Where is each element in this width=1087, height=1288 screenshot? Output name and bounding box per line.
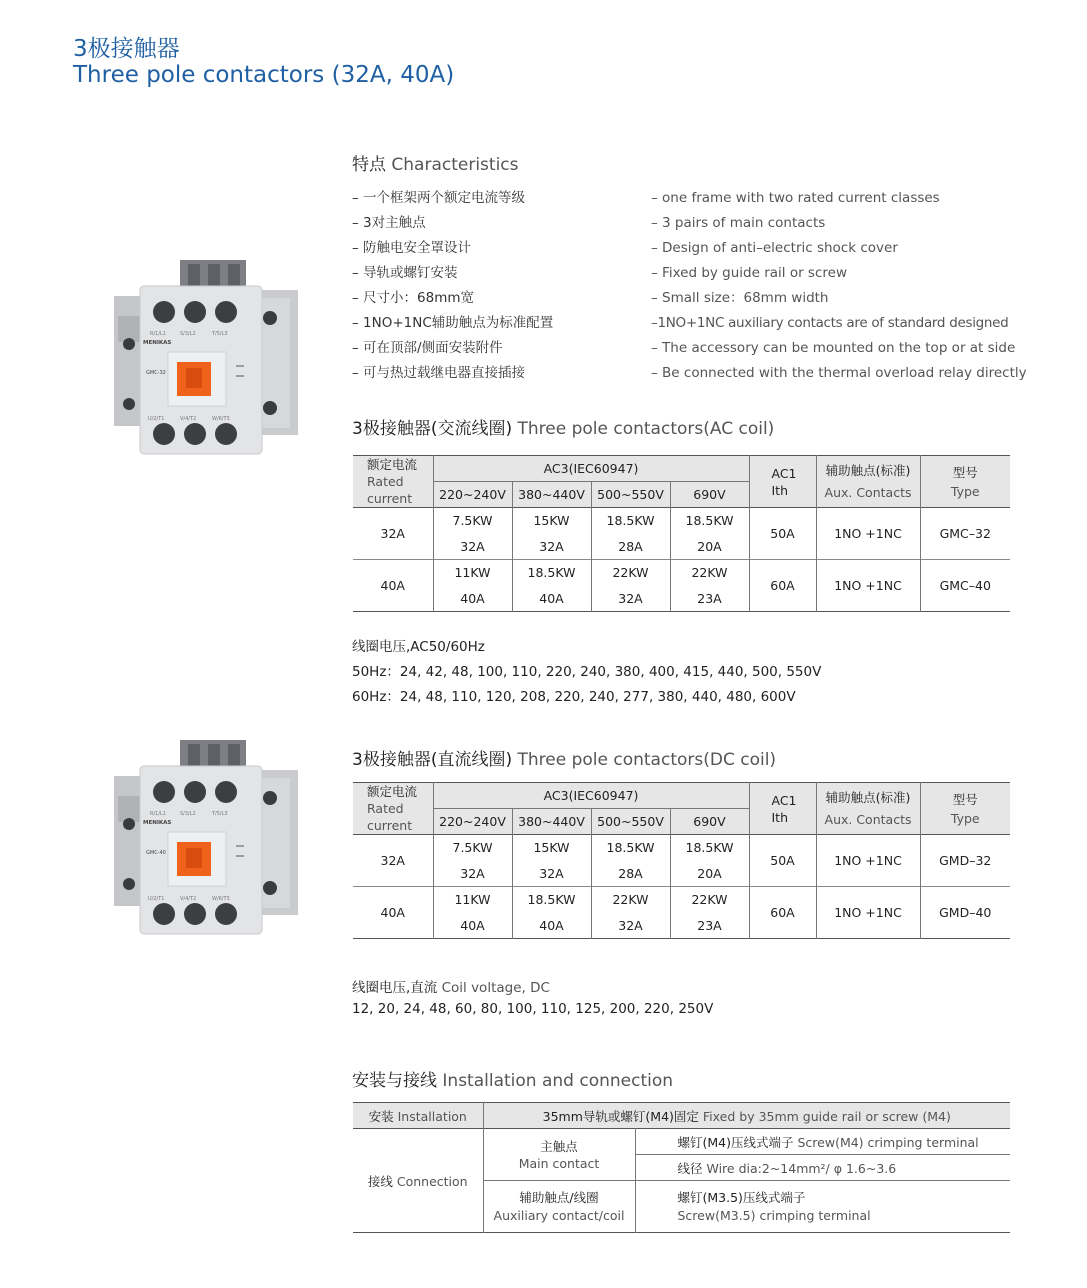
table-row [353,560,1010,586]
ac1-cell: 60A [749,560,816,612]
amp-cell: 32A [512,534,591,560]
terminal-label: S/3/L2 [180,811,196,817]
header-en: Rated [367,474,404,489]
list-item: – 可在顶部/侧面安装附件 [352,340,503,356]
rated-cell: 40A [353,560,433,612]
aux-header [816,456,920,508]
install-section-heading [352,1066,673,1091]
header-en: Aux. Contacts [824,811,912,827]
dc-coil-title [352,976,550,996]
header-cn: 型号 [952,791,978,807]
header-cn: 辅助触点(标准) [825,462,911,478]
install-label: 安装 Installation [353,1103,483,1129]
voltage-header: 690V [670,809,749,835]
header-en: Ith [771,809,789,825]
dc-coil-title-en: Coil voltage, DC [441,980,550,996]
header-en: Aux. Contacts [824,484,912,500]
characteristics-list-cn [352,186,553,386]
list-item: – Design of anti–electric shock cover [651,240,898,256]
amp-cell: 40A [512,913,591,939]
voltage-header: 380~440V [512,809,591,835]
amp-cell: 40A [512,586,591,612]
install-value: 35mm导轨或螺钉(M4)固定 Fixed by 35mm guide rail or screw (M4) [483,1103,1010,1129]
header-cn: 型号 [952,464,978,480]
header-en: Type [950,810,980,826]
aux-cell: 1NO +1NC [816,508,920,560]
kw-cell: 11KW [433,887,512,913]
terminal-label: T/5/L3 [212,811,228,817]
ac-section-heading [352,414,774,439]
main-contact-label: 主触点 Main contact [483,1129,635,1181]
header-en: current [367,818,413,833]
kw-cell: 22KW [591,887,670,913]
kw-cell: 18.5KW [512,560,591,586]
ac1-cell: 60A [749,887,816,939]
rated-current-header [353,783,433,835]
header-cn: 额定电流 [367,457,418,472]
dc-spec-table [353,782,1010,939]
kw-cell: 22KW [670,887,749,913]
ac1-header [749,783,816,835]
ac1-cell: 50A [749,508,816,560]
voltage-header: 220~240V [433,809,512,835]
ac-spec-table [353,455,1010,612]
amp-cell: 32A [433,861,512,887]
aux-header [816,783,920,835]
amp-cell: 23A [670,586,749,612]
terminal-label: W/6/T3 [212,896,230,902]
type-cell: GMC–40 [939,578,991,593]
rated-cell: 32A [353,835,433,887]
brand-label: MENIKAS [143,340,172,346]
amp-cell: 32A [512,861,591,887]
rated-cell: 40A [353,887,433,939]
header-cn: 额定电流 [367,784,418,799]
list-item: – one frame with two rated current classes [651,190,940,206]
list-item: – Fixed by guide rail or screw [651,265,847,281]
ac-section-heading-cn: 3极接触器(交流线圈) [352,419,513,439]
page-title-cn: 3极接触器 [73,36,180,62]
kw-cell: 22KW [591,560,670,586]
model-label: GMC-32 [146,370,166,376]
contactor-ac-image [110,258,300,458]
list-item: – 3 pairs of main contacts [651,215,826,231]
voltage-header: 500~550V [591,482,670,508]
aux-contact-terminal: 螺钉(M3.5)压线式端子 Screw(M3.5) crimping terminal [677,1189,871,1223]
model-label: GMC-40 [146,850,166,856]
amp-cell: 40A [433,586,512,612]
amp-cell: 20A [670,534,749,560]
amp-cell: 28A [591,861,670,887]
dc-section-heading-cn: 3极接触器(直流线圈) [352,750,513,770]
voltage-header: 690V [670,482,749,508]
voltage-header: 500~550V [591,809,670,835]
connection-label: 接线 Connection [353,1129,483,1233]
rated-current-header [353,456,433,508]
ac-coil-title: 线圈电压,AC50/60Hz [352,639,485,655]
install-table [353,1102,1010,1233]
aux-cell: 1NO +1NC [816,835,920,887]
terminal-label: W/6/T3 [212,416,230,422]
list-item: – 一个框架两个额定电流等级 [352,190,526,206]
list-item: – The accessory can be mounted on the top or at side [651,340,1016,356]
kw-cell: 22KW [670,560,749,586]
contactor-dc-image [110,738,300,938]
type-cell: GMD–32 [939,853,992,868]
terminal-label: U/2/T1 [148,416,165,422]
kw-cell: 18.5KW [670,508,749,534]
header-en: Rated [367,801,404,816]
terminal-label: R/1/L1 [150,331,166,337]
aux-cell: 1NO +1NC [816,887,920,939]
amp-cell: 40A [433,913,512,939]
amp-cell: 32A [433,534,512,560]
rated-cell: 32A [353,508,433,560]
terminal-label: V/4/T2 [180,896,197,902]
kw-cell: 15KW [512,835,591,861]
terminal-label: V/4/T2 [180,416,197,422]
table-row [353,835,1010,861]
characteristics-heading-cn: 特点 [352,155,386,175]
dc-coil-title-cn: 线圈电压,直流 [352,980,438,996]
header-en: Ith [771,482,789,498]
voltage-header: 220~240V [433,482,512,508]
kw-cell: 7.5KW [433,508,512,534]
list-item: – 可与热过载继电器直接插接 [352,365,526,381]
characteristics-heading [352,150,519,175]
characteristics-heading-en: Characteristics [391,155,519,175]
kw-cell: 18.5KW [670,835,749,861]
list-item: – 3对主触点 [352,215,426,231]
amp-cell: 20A [670,861,749,887]
table-row [353,508,1010,534]
kw-cell: 7.5KW [433,835,512,861]
amp-cell: 32A [591,586,670,612]
amp-cell: 23A [670,913,749,939]
list-item: – Small size：68mm width [651,290,829,306]
ac-coil-50hz: 50Hz：24, 42, 48, 100, 110, 220, 240, 380, 400, 415, 440, 500, 550V [352,664,822,680]
amp-cell: 32A [591,913,670,939]
install-section-heading-cn: 安装与接线 [352,1071,437,1091]
type-header [920,783,1010,835]
ac3-header: AC3(IEC60947) [433,783,749,809]
dc-section-heading [352,745,776,770]
ac-section-heading-en: Three pole contactors(AC coil) [517,419,775,439]
page-title-en: Three pole contactors (32A, 40A) [73,62,455,88]
list-item: – 防触电安全罩设计 [352,240,472,256]
type-cell: GMD–40 [939,905,992,920]
header-en: current [367,491,413,506]
table-row [353,887,1010,913]
aux-cell: 1NO +1NC [816,560,920,612]
dc-coil-values: 12, 20, 24, 48, 60, 80, 100, 110, 125, 200, 220, 250V [352,1001,714,1017]
kw-cell: 15KW [512,508,591,534]
install-section-heading-en: Installation and connection [442,1071,674,1091]
kw-cell: 11KW [433,560,512,586]
ac1-cell: 50A [749,835,816,887]
amp-cell: 28A [591,534,670,560]
header-cn: AC1 [771,465,797,481]
kw-cell: 18.5KW [591,835,670,861]
ac-coil-60hz: 60Hz：24, 48, 110, 120, 208, 220, 240, 277, 380, 440, 480, 600V [352,689,796,705]
terminal-label: T/5/L3 [212,331,228,337]
kw-cell: 18.5KW [591,508,670,534]
ac1-header [749,456,816,508]
main-contact-terminal: 螺钉(M4)压线式端子 Screw(M4) crimping terminal [635,1129,1010,1155]
header-cn: AC1 [771,792,797,808]
voltage-header: 380~440V [512,482,591,508]
kw-cell: 18.5KW [512,887,591,913]
list-item: – 导轨或螺钉安装 [352,265,458,281]
terminal-label: S/3/L2 [180,331,196,337]
terminal-label: U/2/T1 [148,896,165,902]
brand-label: MENIKAS [143,820,172,826]
characteristics-list-en [651,186,1071,386]
list-item: – 尺寸小：68mm宽 [352,290,475,306]
type-header [920,456,1010,508]
list-item: – 1NO+1NC辅助触点为标准配置 [352,315,554,331]
main-contact-wire: 线径 Wire dia:2~14mm²/ φ 1.6~3.6 [677,1160,897,1176]
aux-contact-label: 辅助触点/线圈 Auxiliary contact/coil [483,1181,635,1233]
dc-section-heading-en: Three pole contactors(DC coil) [517,750,777,770]
header-cn: 辅助触点(标准) [825,789,911,805]
ac3-header: AC3(IEC60947) [433,456,749,482]
header-en: Type [950,483,980,499]
terminal-label: R/1/L1 [150,811,166,817]
type-cell: GMC–32 [939,526,991,541]
list-item: –1NO+1NC auxiliary contacts are of standard designed [651,315,1009,331]
list-item: – Be connected with the thermal overload relay directly [651,365,1027,381]
